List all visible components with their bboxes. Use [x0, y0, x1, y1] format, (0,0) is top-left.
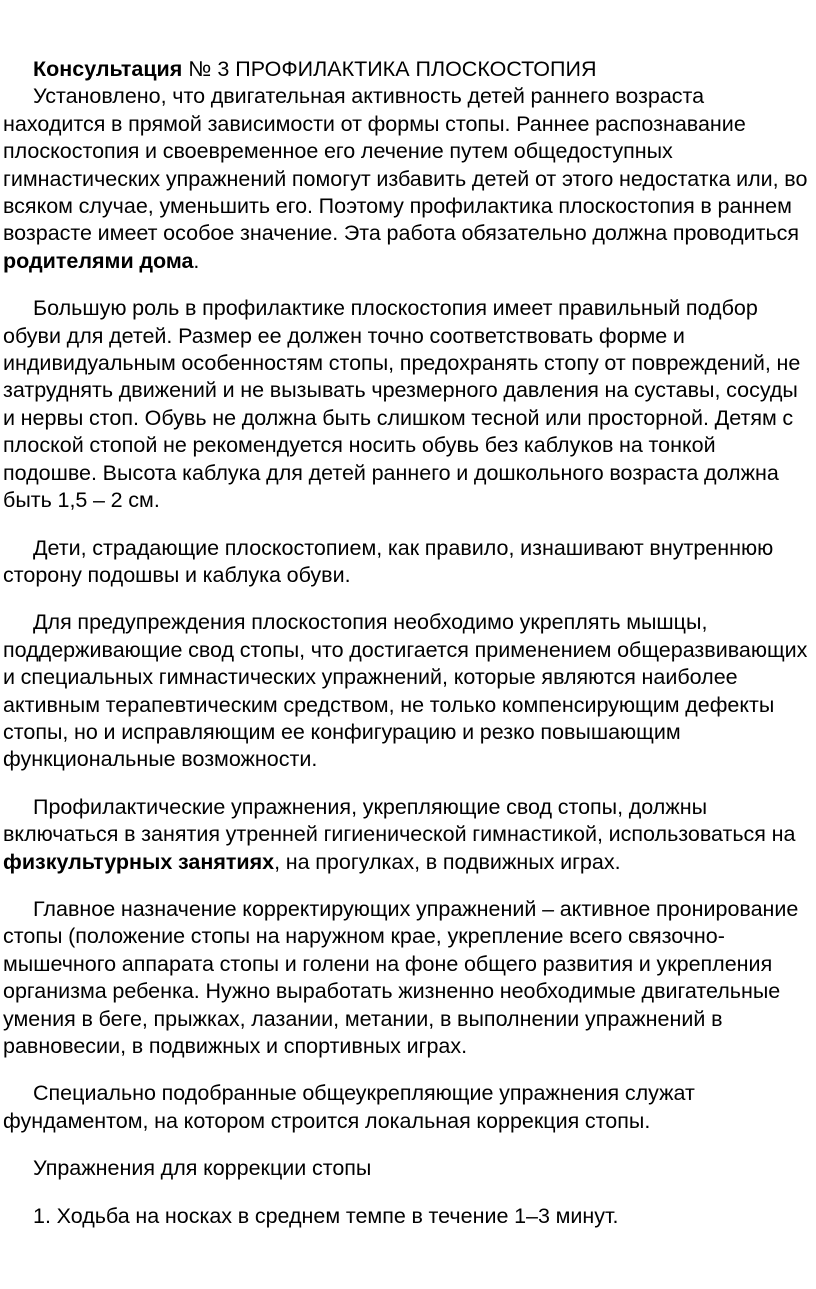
paragraph-wear: Дети, страдающие плоскостопием, как правило, изнашивают внутреннюю сторону подошвы и каблука обуви. — [3, 535, 774, 587]
paragraph-exercises-end: , на прогулках, в подвижных играх. — [274, 849, 621, 874]
paragraph-intro-bold: родителями дома — [3, 248, 194, 273]
paragraph-intro-text: Установлено, что двигательная активность детей раннего возраста находится в прямой зависимости от формы стопы. Раннее распознавание плоскостопия и своевременное его лечение путем общедоступных гимнастических упражнений помогут избавить детей от этого недостатка или, во всяком случае, уменьшить его. Поэтому профилактика плоскостопия в раннем возрасте имеет особое значение. Эта работа обязательно должна проводиться — [3, 84, 808, 246]
paragraph-footwear: Большую роль в профилактике плоскостопия имеет правильный подбор обуви для детей. Размер ее должен точно соответствовать форме и индивидуальным особенностям стопы, предохранять стопу от повреждений, не затруднять движений и не вызывать чрезмерного давления на суставы, сосуды и нервы стоп. Обувь не должна быть слишком тесной или просторной. Детям с плоской стопой не рекомендуется носить обувь без каблуков на тонкой подошве. Высота каблука для детей раннего и дошкольного возраста должна быть 1,5 – 2 см. — [3, 296, 801, 513]
paragraph-intro-end: . — [193, 248, 200, 273]
paragraph-prevention: Для предупреждения плоскостопия необходимо укреплять мышцы, поддерживающие свод стопы, что достигается применением общеразвивающих и специальных гимнастических упражнений, которые являются наиболее активным терапевтическим средством, не только компенсирующим дефекты стопы, но и исправляющим ее конфигурацию и резко повышающим функциональные возможности. — [3, 610, 808, 772]
paragraph-intro — [3, 83, 808, 275]
paragraph-exercises — [3, 794, 808, 876]
title-rest: № 3 ПРОФИЛАКТИКА ПЛОСКОСТОПИЯ — [182, 57, 597, 81]
exercise-item-1: 1. Ходьба на носках в среднем темпе в течение 1–3 минут. — [33, 1203, 619, 1228]
paragraph-exercises-text: Профилактические упражнения, укрепляющие свод стопы, должны включаться в занятия утренней гигиенической гимнастикой, использоваться на — [3, 794, 796, 847]
paragraph-exercises-bold: физкультурных занятиях — [3, 849, 275, 874]
title-bold: Консультация — [33, 57, 183, 81]
paragraph-corrective: Главное назначение корректирующих упражнений – активное пронирование стопы (положение стопы на наружном крае, укрепление всего связочно-мышечного аппарата стопы и голени на фоне общего развития и укрепления организма ребенка. Нужно выработать жизненно необходимые двигательные умения в беге, прыжках, лазании, метании, в выполнении упражнений в равновесии, в подвижных и спортивных играх. — [3, 896, 799, 1058]
document-title — [3, 56, 808, 83]
section-heading-exercises: Упражнения для коррекции стопы — [33, 1156, 372, 1181]
paragraph-special: Специально подобранные общеукрепляющие упражнения служат фундаментом, на котором строится локальная коррекция стопы. — [3, 1081, 695, 1133]
